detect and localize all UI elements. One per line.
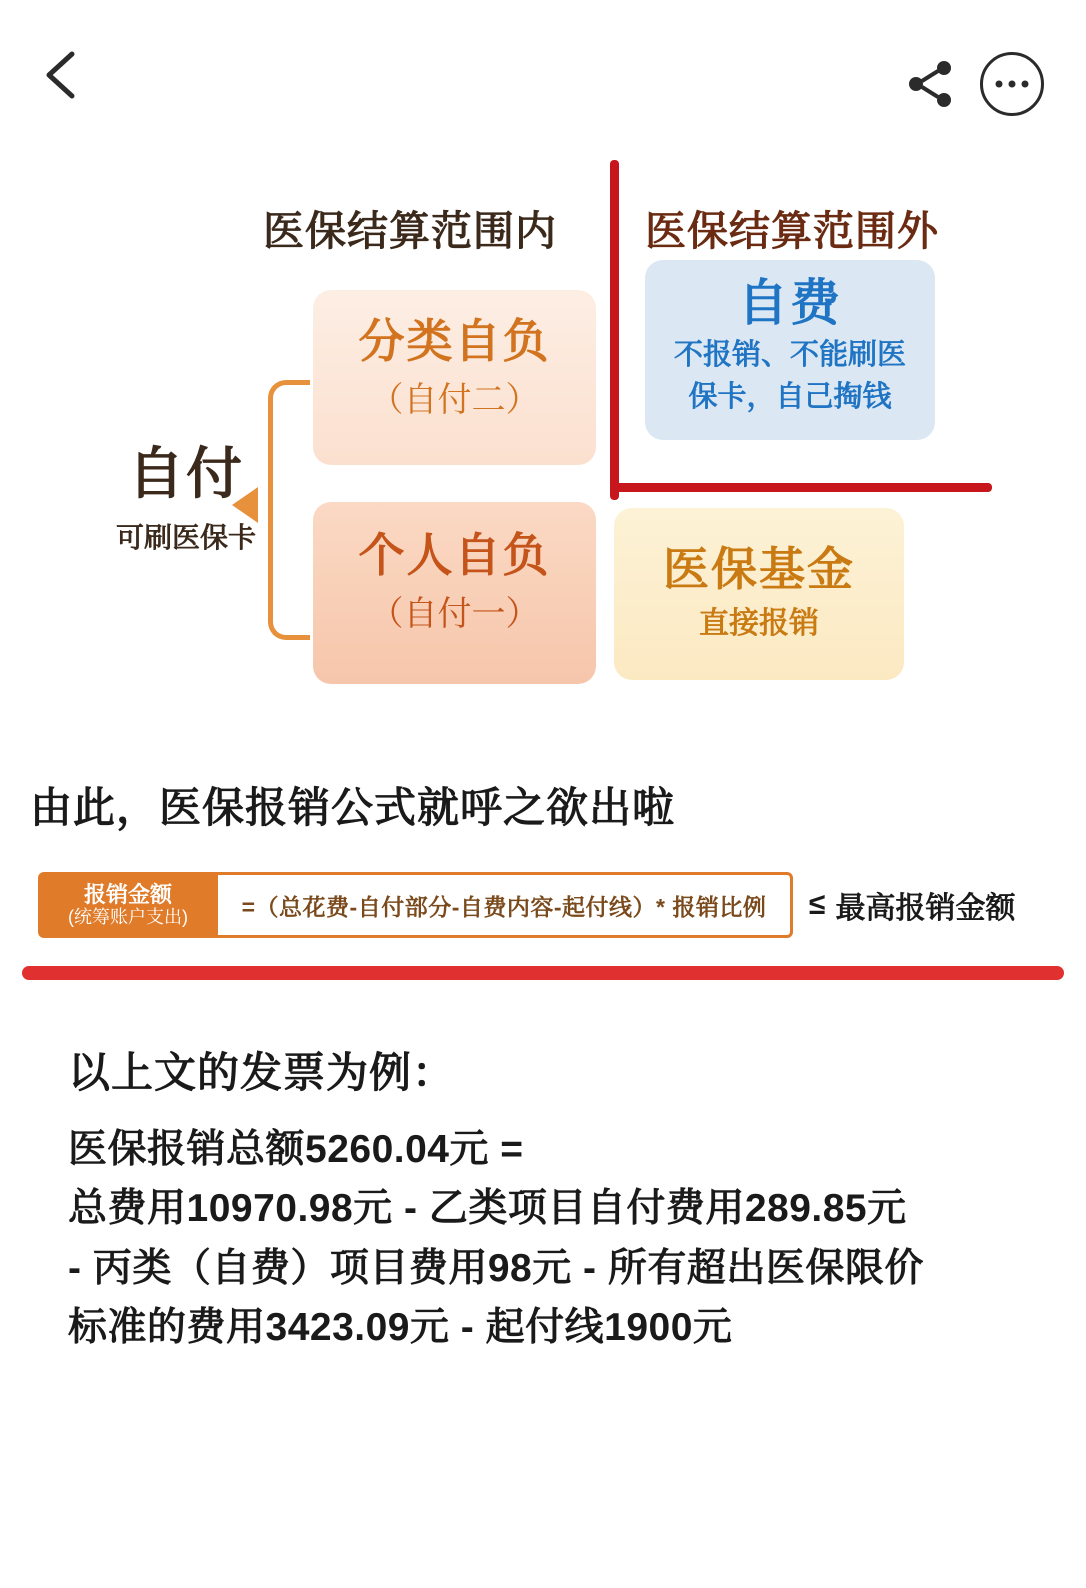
top-bar [0,0,1086,150]
box-jijin-title: 医保基金 [663,543,855,595]
zifu-label-title: 自付 [128,442,244,505]
formula-comparator: ≤ [809,888,826,921]
formula-expression: =（总花费-自付部分-自费内容-起付线）* 报销比例 [218,872,793,938]
chevron-left-icon [36,48,90,102]
box-geren-subtitle: （自付一） [369,594,540,633]
diagram-header-in-scope: 医保结算范围内 [263,208,557,254]
box-yibao-jijin [614,508,904,680]
diagram-red-horizontal-divider [610,483,992,492]
box-zifei-title: 自费 [738,275,842,331]
zifu-arrow-icon [232,487,258,523]
example-line-2: 总费用10970.98元 - 乙类项目自付费用289.85元 [68,1187,907,1231]
back-button[interactable] [36,48,90,102]
reimbursement-formula [38,872,1048,938]
diagram-header-out-scope: 医保结算范围外 [645,208,939,254]
box-geren-zifu [313,502,596,684]
zifu-bracket [268,380,310,640]
diagram-red-vertical-divider [610,160,619,500]
formula-limit [809,872,1015,938]
share-icon [904,58,956,110]
insurance-scope-diagram [0,150,1086,730]
example-title: 以上文的发票为例： [68,1049,456,1096]
more-options-button[interactable] [980,52,1044,116]
share-button[interactable] [904,58,956,110]
box-zifei-subtitle-line2: 保卡，自己掏钱 [688,381,892,414]
formula-label-line1: 报销金额 [83,882,172,907]
example-body [68,1120,1028,1357]
box-geren-title: 个人自负 [358,529,551,581]
box-zifei [645,260,935,440]
formula-label-line2: (统筹账户支出) [68,907,188,928]
example-line-4: 标准的费用3423.09元 - 起付线1900元 [68,1305,733,1349]
example-line-3: - 丙类（自费）项目费用98元 - 所有超出医保限价 [68,1246,924,1290]
box-zifei-subtitle-line1: 不报销、不能刷医 [673,339,906,371]
box-fenlei-subtitle: （自付二） [369,380,540,419]
more-dots-icon [996,81,1029,88]
lead-heading: 由此，医保报销公式就呼之欲出啦 [30,784,676,831]
box-fenlei-title: 分类自负 [358,315,551,367]
zifu-label-subtitle: 可刷医保卡 [115,522,256,553]
red-divider-rule [22,966,1064,980]
box-fenlei-zifu [313,290,596,465]
formula-label [38,872,218,938]
formula-limit-text: 最高报销金额 [835,892,1016,925]
example-line-1: 医保报销总额5260.04元 = [68,1128,524,1171]
box-jijin-subtitle: 直接报销 [699,606,819,640]
